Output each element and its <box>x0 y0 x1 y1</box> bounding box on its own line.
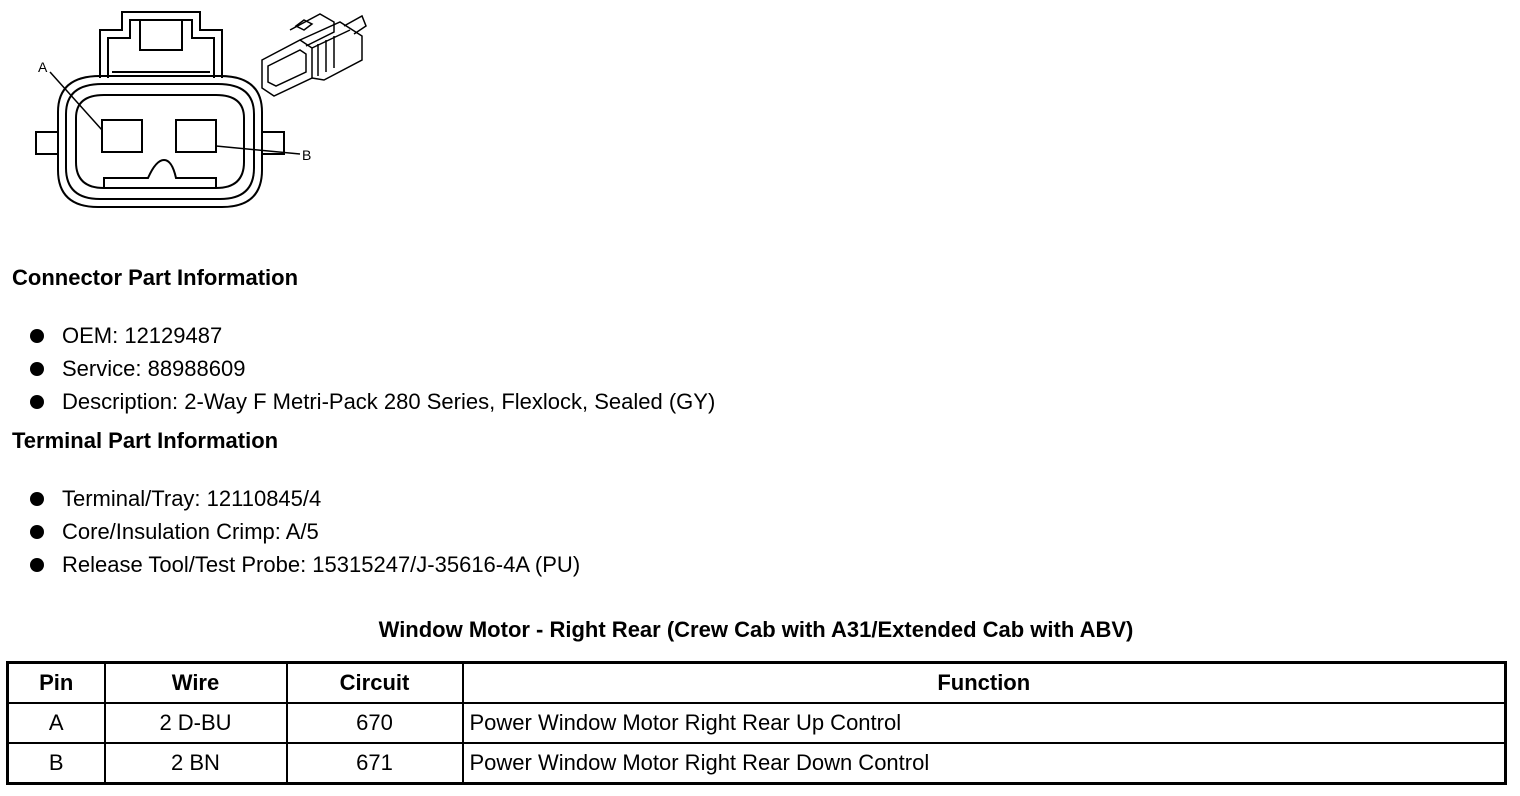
bullet-icon <box>30 558 44 572</box>
pin-cell: A <box>8 703 105 743</box>
connector-side-ear-left <box>36 132 58 154</box>
list-item <box>30 482 580 515</box>
pinout-table-title: Window Motor - Right Rear (Crew Cab with A31/Extended Cab with ABV) <box>378 617 1134 642</box>
column-header-circuit: Circuit <box>287 663 463 704</box>
connector-face-diagram <box>0 0 380 220</box>
list-item <box>30 319 715 352</box>
bullet-icon <box>30 525 44 539</box>
terminal-part-info-heading: Terminal Part Information <box>12 428 279 453</box>
release-tool-test-probe: Release Tool/Test Probe: 15315247/J-35616-4A (PU) <box>62 551 581 577</box>
pinout-table <box>6 661 1507 785</box>
list-item <box>30 548 580 581</box>
connector-part-info-heading: Connector Part Information <box>12 265 299 290</box>
pin-a-label: A <box>38 59 48 75</box>
wire-cell: 2 BN <box>105 743 287 784</box>
terminal-part-info-list <box>30 482 580 581</box>
table-row <box>8 703 1506 743</box>
column-header-wire: Wire <box>105 663 287 704</box>
connector-lock-tab <box>100 12 222 78</box>
list-item <box>30 385 715 418</box>
table-row <box>8 743 1506 784</box>
circuit-cell: 670 <box>287 703 463 743</box>
connector-thumbnail-image <box>262 14 366 96</box>
function-cell: Power Window Motor Right Rear Up Control <box>463 703 1506 743</box>
connector-part-info-list <box>30 319 715 418</box>
terminal-tray: Terminal/Tray: 12110845/4 <box>62 485 322 511</box>
bullet-icon <box>30 395 44 409</box>
circuit-cell: 671 <box>287 743 463 784</box>
wire-cell: 2 D-BU <box>105 703 287 743</box>
bullet-icon <box>30 492 44 506</box>
column-header-pin: Pin <box>8 663 105 704</box>
service-part-number: Service: 88988609 <box>62 355 246 381</box>
oem-part-number: OEM: 12129487 <box>62 322 223 348</box>
column-header-function: Function <box>463 663 1506 704</box>
bullet-icon <box>30 329 44 343</box>
pin-cell: B <box>8 743 105 784</box>
core-insulation-crimp: Core/Insulation Crimp: A/5 <box>62 518 319 544</box>
bullet-icon <box>30 362 44 376</box>
list-item <box>30 352 715 385</box>
terminal-cavity-b <box>176 120 216 152</box>
connector-description: Description: 2-Way F Metri-Pack 280 Series, Flexlock, Sealed (GY) <box>62 388 716 414</box>
function-cell: Power Window Motor Right Rear Down Control <box>463 743 1506 784</box>
list-item <box>30 515 580 548</box>
terminal-cavity-a <box>102 120 142 152</box>
table-header-row <box>8 663 1506 704</box>
pin-b-label: B <box>302 147 312 163</box>
